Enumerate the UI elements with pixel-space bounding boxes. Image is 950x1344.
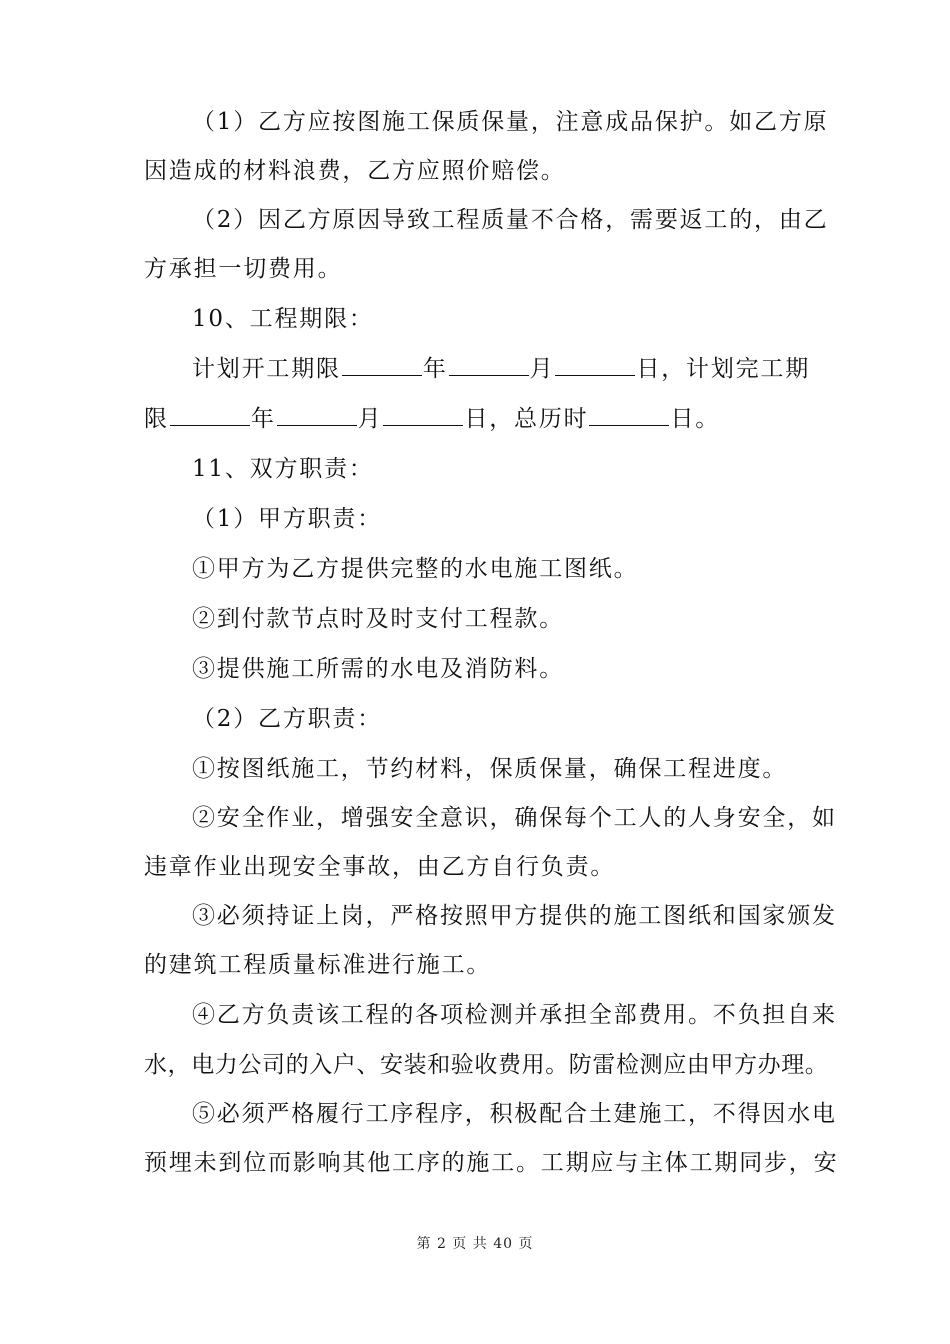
month-label: 月 bbox=[529, 356, 555, 382]
list-item-continuation: 预埋未到位而影响其他工序的施工。工期应与主体工期同步，安 bbox=[144, 1150, 839, 1176]
page-footer: 第 2 页 共 40 页 bbox=[416, 1236, 534, 1252]
blank-field bbox=[277, 405, 357, 426]
blank-field bbox=[555, 355, 635, 376]
section-heading: 10、工程期限： bbox=[192, 306, 374, 332]
list-item: ④乙方负责该工程的各项检测并承担全部费用。不负担自来 bbox=[192, 1002, 837, 1028]
schedule-line bbox=[144, 404, 824, 434]
year-label: 年 bbox=[250, 406, 276, 432]
year-label: 年 bbox=[422, 356, 448, 382]
list-item-continuation: 违章作业出现安全事故，由乙方自行负责。 bbox=[144, 854, 616, 880]
subsection-heading: （2）乙方职责： bbox=[192, 706, 383, 732]
blank-field bbox=[342, 355, 422, 376]
list-item: ②安全作业，增强安全意识，确保每个工人的人身安全，如 bbox=[192, 805, 837, 831]
blank-field bbox=[170, 405, 250, 426]
list-item: ⑤必须严格履行工序程序，积极配合土建施工，不得因水电 bbox=[192, 1101, 837, 1127]
list-item-continuation: 水，电力公司的入户、安装和验收费用。防雷检测应由甲方办理。 bbox=[144, 1052, 829, 1078]
day-label: 日。 bbox=[670, 406, 721, 432]
schedule-end-label: 限 bbox=[144, 406, 169, 432]
schedule-line bbox=[192, 354, 872, 384]
list-item: ③必须持证上岗，严格按照甲方提供的施工图纸和国家颁发 bbox=[192, 903, 837, 929]
list-item-continuation: 的建筑工程质量标准进行施工。 bbox=[144, 952, 492, 978]
paragraph-line: 方承担一切费用。 bbox=[144, 256, 343, 282]
section-heading: 11、双方职责： bbox=[192, 456, 374, 482]
list-item: ②到付款节点时及时支付工程款。 bbox=[192, 606, 564, 632]
blank-field bbox=[383, 405, 463, 426]
list-item: ①按图纸施工，节约材料，保质保量，确保工程进度。 bbox=[192, 756, 788, 782]
total-duration-label: 日，总历时 bbox=[464, 406, 589, 432]
paragraph-line: （2）因乙方原因导致工程质量不合格，需要返工的，由乙 bbox=[192, 207, 829, 233]
blank-field bbox=[589, 405, 669, 426]
blank-field bbox=[449, 355, 529, 376]
day-label: 日，计划完工期 bbox=[636, 356, 811, 382]
list-item: ①甲方为乙方提供完整的水电施工图纸。 bbox=[192, 556, 639, 582]
list-item: ③提供施工所需的水电及消防料。 bbox=[192, 656, 564, 682]
subsection-heading: （1）甲方职责： bbox=[192, 506, 383, 532]
schedule-start-label: 计划开工期限 bbox=[192, 356, 341, 382]
paragraph-line: （1）乙方应按图施工保质保量，注意成品保护。如乙方原 bbox=[192, 109, 829, 135]
paragraph-line: 因造成的材料浪费，乙方应照价赔偿。 bbox=[144, 158, 566, 184]
month-label: 月 bbox=[357, 406, 383, 432]
